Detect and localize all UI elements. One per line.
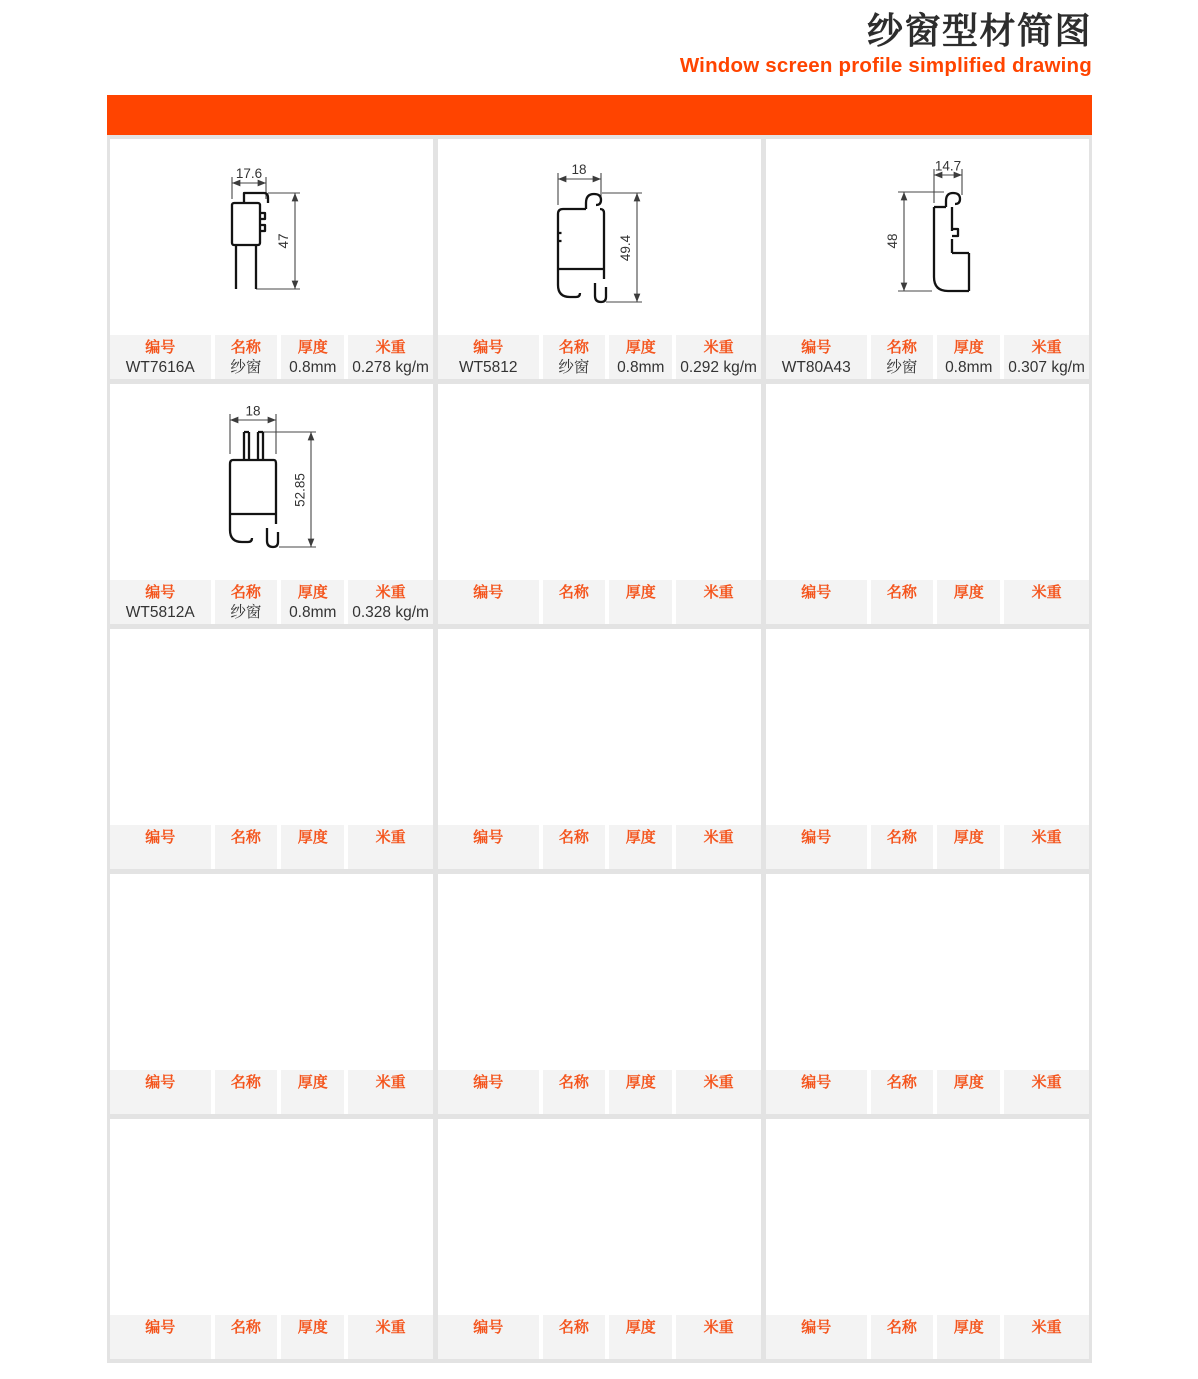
spec-table — [766, 825, 1089, 869]
col-header-name: 名称 — [886, 339, 917, 356]
profile-drawing-area — [438, 139, 761, 335]
profile-drawing-area — [438, 1119, 761, 1315]
spec-col-thickness — [281, 1070, 344, 1114]
value-code: WT80A43 — [781, 359, 851, 376]
value-weight: 0.278 kg/m — [352, 359, 429, 376]
col-header-name: 名称 — [230, 829, 261, 846]
spec-table — [438, 580, 761, 624]
spec-col-name — [215, 825, 278, 869]
col-header-name: 名称 — [558, 339, 589, 356]
profile-cell-empty — [766, 384, 1089, 624]
profile-cell-empty — [438, 1119, 761, 1359]
col-header-thickness: 厚度 — [953, 1319, 984, 1336]
spec-col-weight — [676, 335, 761, 379]
spec-table — [766, 1070, 1089, 1114]
dim-height-label: 47 — [275, 233, 291, 249]
spec-col-weight — [348, 825, 433, 869]
spec-col-code — [110, 580, 211, 624]
spec-col-weight — [1004, 1070, 1089, 1114]
value-weight: 0.292 kg/m — [680, 359, 757, 376]
spec-col-code — [766, 1070, 867, 1114]
value-name: 纱窗 — [230, 604, 262, 621]
spec-col-thickness — [281, 825, 344, 869]
spec-col-name — [543, 335, 606, 379]
col-header-name: 名称 — [230, 584, 261, 601]
page-header — [680, 10, 1092, 78]
spec-col-code — [438, 580, 539, 624]
spec-col-name — [215, 1315, 278, 1359]
profile-cell-empty — [110, 874, 433, 1114]
col-header-thickness: 厚度 — [625, 829, 656, 846]
col-header-weight: 米重 — [703, 1074, 734, 1091]
col-header-weight: 米重 — [375, 339, 406, 356]
col-header-code: 编号 — [145, 1074, 176, 1091]
dim-height-label: 52.85 — [292, 473, 307, 507]
profile-drawing-wt7616a — [172, 157, 372, 317]
profile-drawing-area — [438, 874, 761, 1070]
profile-drawing-wt80a43 — [828, 157, 1028, 317]
profile-drawing-area — [110, 874, 433, 1070]
spec-table — [110, 580, 433, 624]
profile-outline — [934, 193, 969, 291]
spec-col-code — [438, 1070, 539, 1114]
col-header-weight: 米重 — [703, 829, 734, 846]
profile-drawing-area — [766, 1119, 1089, 1315]
col-header-code: 编号 — [801, 584, 832, 601]
spec-col-thickness — [609, 825, 672, 869]
col-header-thickness: 厚度 — [297, 829, 328, 846]
dim-width-label: 18 — [244, 403, 261, 419]
col-header-thickness: 厚度 — [953, 829, 984, 846]
col-header-name: 名称 — [558, 1319, 589, 1336]
col-header-code: 编号 — [145, 829, 176, 846]
value-thickness: 0.8mm — [289, 604, 337, 621]
spec-col-code — [438, 1315, 539, 1359]
profile-cell-empty — [766, 629, 1089, 869]
col-header-weight: 米重 — [1031, 584, 1062, 601]
col-header-weight: 米重 — [375, 1319, 406, 1336]
page-title: 纱窗型材简图 — [866, 10, 1092, 51]
spec-col-code — [766, 1315, 867, 1359]
col-header-code: 编号 — [801, 1319, 832, 1336]
spec-table — [110, 335, 433, 379]
col-header-name: 名称 — [230, 1319, 261, 1336]
spec-table — [110, 825, 433, 869]
spec-col-thickness — [937, 335, 1000, 379]
profile-drawing-area — [766, 874, 1089, 1070]
col-header-weight: 米重 — [703, 339, 734, 356]
spec-col-weight — [676, 825, 761, 869]
spec-col-weight — [1004, 580, 1089, 624]
spec-table — [438, 1315, 761, 1359]
spec-col-weight — [676, 580, 761, 624]
col-header-name: 名称 — [886, 584, 917, 601]
col-header-thickness: 厚度 — [297, 1319, 328, 1336]
col-header-code: 编号 — [145, 584, 176, 601]
profile-drawing-area — [766, 139, 1089, 335]
value-name: 纱窗 — [230, 359, 262, 376]
spec-table — [766, 580, 1089, 624]
col-header-name: 名称 — [230, 1074, 261, 1091]
col-header-code: 编号 — [801, 339, 832, 356]
value-code: WT5812 — [458, 359, 518, 376]
spec-col-weight — [348, 1070, 433, 1114]
spec-col-thickness — [937, 1070, 1000, 1114]
col-header-thickness: 厚度 — [953, 339, 984, 356]
spec-col-thickness — [609, 1070, 672, 1114]
spec-col-name — [871, 1315, 934, 1359]
spec-col-code — [438, 825, 539, 869]
dim-width-label: 18 — [570, 162, 587, 177]
spec-table — [438, 335, 761, 379]
spec-col-name — [871, 1070, 934, 1114]
profile-cell-empty — [438, 874, 761, 1114]
profile-cell-empty — [766, 1119, 1089, 1359]
col-header-weight: 米重 — [1031, 829, 1062, 846]
dim-height-label: 48 — [884, 233, 900, 249]
spec-col-weight — [676, 1070, 761, 1114]
spec-col-weight — [1004, 1315, 1089, 1359]
value-thickness: 0.8mm — [945, 359, 993, 376]
profile-drawing-area — [766, 629, 1089, 825]
spec-table — [766, 1315, 1089, 1359]
spec-col-code — [110, 335, 211, 379]
col-header-code: 编号 — [473, 584, 504, 601]
spec-col-weight — [348, 580, 433, 624]
value-name: 纱窗 — [558, 359, 590, 376]
accent-bar — [107, 95, 1092, 135]
profile-drawing-area — [438, 384, 761, 580]
col-header-thickness: 厚度 — [625, 1074, 656, 1091]
spec-col-thickness — [281, 1315, 344, 1359]
profile-cell-empty — [766, 874, 1089, 1114]
col-header-thickness: 厚度 — [953, 1074, 984, 1091]
col-header-code: 编号 — [801, 829, 832, 846]
spec-col-thickness — [937, 825, 1000, 869]
profile-cell-wt7616a — [110, 139, 433, 379]
col-header-thickness: 厚度 — [625, 1319, 656, 1336]
spec-col-name — [215, 335, 278, 379]
value-thickness: 0.8mm — [289, 359, 337, 376]
profile-drawing-wt5812 — [500, 157, 700, 317]
value-code: WT7616A — [125, 359, 195, 376]
col-header-name: 名称 — [558, 1074, 589, 1091]
profile-drawing-area — [110, 1119, 433, 1315]
spec-col-name — [871, 335, 934, 379]
spec-table — [766, 335, 1089, 379]
spec-col-code — [110, 1070, 211, 1114]
spec-col-name — [543, 580, 606, 624]
spec-col-code — [110, 1315, 211, 1359]
value-weight: 0.307 kg/m — [1008, 359, 1085, 376]
profile-outline — [232, 193, 268, 289]
col-header-name: 名称 — [230, 339, 261, 356]
spec-table — [438, 1070, 761, 1114]
profile-drawing-area — [438, 629, 761, 825]
profile-drawing-area — [766, 384, 1089, 580]
profile-cell-empty — [438, 629, 761, 869]
spec-col-thickness — [609, 1315, 672, 1359]
col-header-code: 编号 — [473, 1074, 504, 1091]
col-header-code: 编号 — [473, 829, 504, 846]
col-header-code: 编号 — [801, 1074, 832, 1091]
profile-drawing-wt5812a — [172, 402, 372, 562]
profile-grid — [107, 135, 1092, 1363]
profile-cell-empty — [110, 1119, 433, 1359]
value-thickness: 0.8mm — [617, 359, 665, 376]
spec-col-name — [543, 1070, 606, 1114]
col-header-name: 名称 — [558, 584, 589, 601]
col-header-code: 编号 — [473, 339, 504, 356]
spec-col-code — [110, 825, 211, 869]
profile-outline — [230, 432, 278, 547]
col-header-thickness: 厚度 — [625, 584, 656, 601]
col-header-code: 编号 — [145, 1319, 176, 1336]
spec-col-code — [766, 335, 867, 379]
col-header-name: 名称 — [886, 1319, 917, 1336]
spec-col-code — [766, 580, 867, 624]
spec-table — [438, 825, 761, 869]
col-header-thickness: 厚度 — [625, 339, 656, 356]
spec-col-thickness — [937, 580, 1000, 624]
col-header-weight: 米重 — [703, 1319, 734, 1336]
spec-col-code — [766, 825, 867, 869]
col-header-code: 编号 — [473, 1319, 504, 1336]
spec-col-name — [871, 580, 934, 624]
col-header-weight: 米重 — [1031, 339, 1062, 356]
col-header-code: 编号 — [145, 339, 176, 356]
spec-col-thickness — [609, 335, 672, 379]
spec-col-weight — [1004, 825, 1089, 869]
spec-col-weight — [676, 1315, 761, 1359]
col-header-weight: 米重 — [703, 584, 734, 601]
spec-col-thickness — [281, 580, 344, 624]
col-header-thickness: 厚度 — [297, 339, 328, 356]
spec-col-name — [215, 580, 278, 624]
spec-col-weight — [348, 335, 433, 379]
spec-col-weight — [1004, 335, 1089, 379]
col-header-weight: 米重 — [1031, 1319, 1062, 1336]
col-header-thickness: 厚度 — [953, 584, 984, 601]
profile-cell-wt5812a — [110, 384, 433, 624]
col-header-name: 名称 — [886, 1074, 917, 1091]
spec-table — [110, 1070, 433, 1114]
dim-height-label: 49.4 — [617, 234, 633, 262]
spec-col-name — [871, 825, 934, 869]
page-subtitle: Window screen profile simplified drawing — [679, 54, 1092, 78]
spec-col-thickness — [281, 335, 344, 379]
spec-col-name — [215, 1070, 278, 1114]
profile-cell-wt80a43 — [766, 139, 1089, 379]
col-header-thickness: 厚度 — [297, 1074, 328, 1091]
value-name: 纱窗 — [886, 359, 918, 376]
col-header-weight: 米重 — [375, 1074, 406, 1091]
profile-outline — [558, 194, 606, 302]
spec-col-code — [438, 335, 539, 379]
col-header-name: 名称 — [558, 829, 589, 846]
col-header-name: 名称 — [886, 829, 917, 846]
profile-drawing-area — [110, 139, 433, 335]
value-code: WT5812A — [125, 604, 195, 621]
spec-col-thickness — [609, 580, 672, 624]
col-header-weight: 米重 — [375, 829, 406, 846]
profile-drawing-area — [110, 384, 433, 580]
profile-drawing-area — [110, 629, 433, 825]
spec-col-weight — [348, 1315, 433, 1359]
profile-cell-wt5812 — [438, 139, 761, 379]
col-header-weight: 米重 — [375, 584, 406, 601]
col-header-thickness: 厚度 — [297, 584, 328, 601]
spec-col-thickness — [937, 1315, 1000, 1359]
dim-width-label: 14.7 — [934, 158, 961, 174]
dim-width-label: 17.6 — [235, 166, 262, 181]
spec-table — [110, 1315, 433, 1359]
spec-col-name — [543, 825, 606, 869]
spec-col-name — [543, 1315, 606, 1359]
profile-cell-empty — [110, 629, 433, 869]
profile-cell-empty — [438, 384, 761, 624]
value-weight: 0.328 kg/m — [352, 604, 429, 621]
col-header-weight: 米重 — [1031, 1074, 1062, 1091]
